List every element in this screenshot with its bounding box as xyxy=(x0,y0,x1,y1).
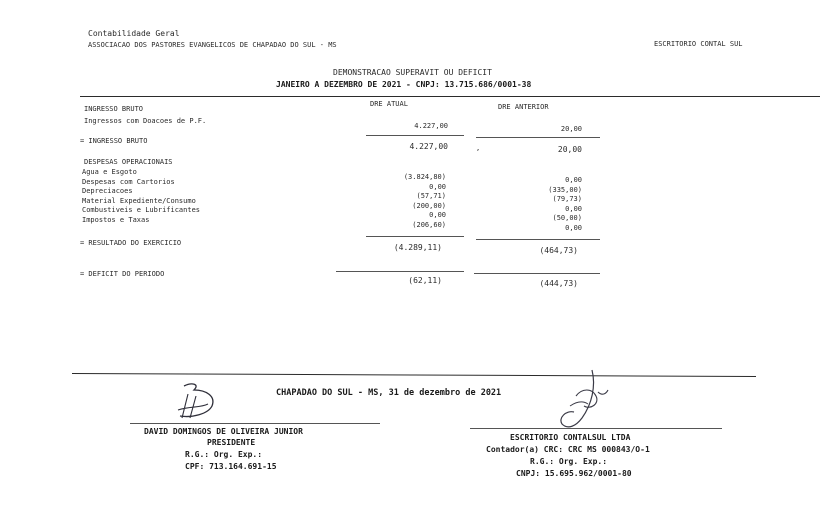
despesa-label: Combustiveis e Lubrificantes xyxy=(82,206,201,215)
despesa-label: Depreciacoes xyxy=(82,187,133,196)
deficit-current: (62,11) xyxy=(408,276,442,285)
despesa-previous: 0,00 xyxy=(565,223,582,232)
deficit-rule-current xyxy=(336,271,464,272)
despesas-previous xyxy=(500,176,582,234)
left-rg: R.G.: Org. Exp.: xyxy=(185,450,263,459)
despesa-previous: (335,00) xyxy=(548,185,582,194)
deficit-label: = DEFICIT DO PERIODO xyxy=(80,270,165,278)
resultado-previous: (464,73) xyxy=(539,246,578,255)
despesa-current: (200,00) xyxy=(412,201,446,210)
resultado-rule-current xyxy=(366,236,464,237)
despesa-current: 0,00 xyxy=(429,182,446,191)
despesa-current: (206,60) xyxy=(412,220,446,229)
despesa-label: Despesas com Cartorios xyxy=(82,177,175,186)
despesa-previous: 0,00 xyxy=(565,176,582,184)
right-crc: Contador(a) CRC: CRC MS 000843/O-1 xyxy=(486,445,650,454)
ingresso-heading: INGRESSO BRUTO xyxy=(84,105,144,113)
despesa-label: Material Expediente/Consumo xyxy=(82,196,196,205)
left-name: DAVID DOMINGOS DE OLIVEIRA JUNIOR xyxy=(144,427,303,436)
place-date: CHAPADAO DO SUL - MS, 31 de dezembro de 2021 xyxy=(276,388,502,398)
column-previous: DRE ANTERIOR xyxy=(498,103,549,111)
ingresso-item-current: 4.227,00 xyxy=(414,122,448,130)
right-cnpj: CNPJ: 15.695.962/0001-80 xyxy=(516,469,632,478)
despesa-current: (3.824,80) xyxy=(403,173,446,181)
footer-rule xyxy=(72,373,756,377)
despesa-previous: 0,00 xyxy=(565,204,582,213)
right-rg: R.G.: Org. Exp.: xyxy=(530,457,608,466)
despesas-heading: DESPESAS OPERACIONAIS xyxy=(84,158,173,166)
report-period: JANEIRO A DEZEMBRO DE 2021 - CNPJ: 13.715.686/0001-38 xyxy=(276,80,532,89)
tick-mark: , xyxy=(476,144,481,152)
ingresso-item-label: Ingressos com Doacoes de P.F. xyxy=(84,117,207,125)
column-current: DRE ATUAL xyxy=(370,100,408,108)
despesa-label: Agua e Esgoto xyxy=(82,168,137,176)
ingresso-total-previous: 20,00 xyxy=(557,145,582,154)
ingresso-total-current: 4.227,00 xyxy=(409,142,448,151)
despesa-label: Impostos e Taxas xyxy=(82,215,150,224)
ingresso-rule-previous xyxy=(476,137,600,138)
office-name: ESCRITORIO CONTAL SUL xyxy=(654,40,743,48)
ingresso-rule-current xyxy=(366,135,464,136)
despesa-current: 0,00 xyxy=(429,211,446,220)
resultado-current: (4.289,11) xyxy=(393,243,442,252)
right-firm: ESCRITORIO CONTALSUL LTDA xyxy=(510,433,631,442)
system-name: Contabilidade Geral xyxy=(88,29,180,38)
left-role: PRESIDENTE xyxy=(207,438,256,447)
deficit-rule-previous xyxy=(474,273,600,274)
despesa-current: (57,71) xyxy=(416,192,446,201)
signature-line-left xyxy=(130,423,380,424)
deficit-previous: (444,73) xyxy=(539,279,578,288)
report-title: DEMONSTRACAO SUPERAVIT OU DEFICIT xyxy=(333,68,492,77)
despesa-previous: (50,00) xyxy=(552,214,582,223)
header-rule xyxy=(80,96,820,97)
despesa-previous: (79,73) xyxy=(552,195,582,204)
despesas-labels xyxy=(82,168,200,226)
resultado-label: = RESULTADO DO EXERCICIO xyxy=(80,239,182,247)
left-cpf: CPF: 713.164.691-15 xyxy=(185,462,277,471)
despesas-current xyxy=(370,173,446,231)
signature-right xyxy=(552,366,612,436)
resultado-rule-previous xyxy=(476,239,600,240)
ingresso-item-previous: 20,00 xyxy=(560,125,582,133)
signature-left xyxy=(170,380,230,424)
ingresso-total-label: = INGRESSO BRUTO xyxy=(80,137,148,145)
entity-name: ASSOCIACAO DOS PASTORES EVANGELICOS DE CHAPADAO DO SUL - MS xyxy=(88,41,337,49)
signature-line-right xyxy=(470,428,722,429)
